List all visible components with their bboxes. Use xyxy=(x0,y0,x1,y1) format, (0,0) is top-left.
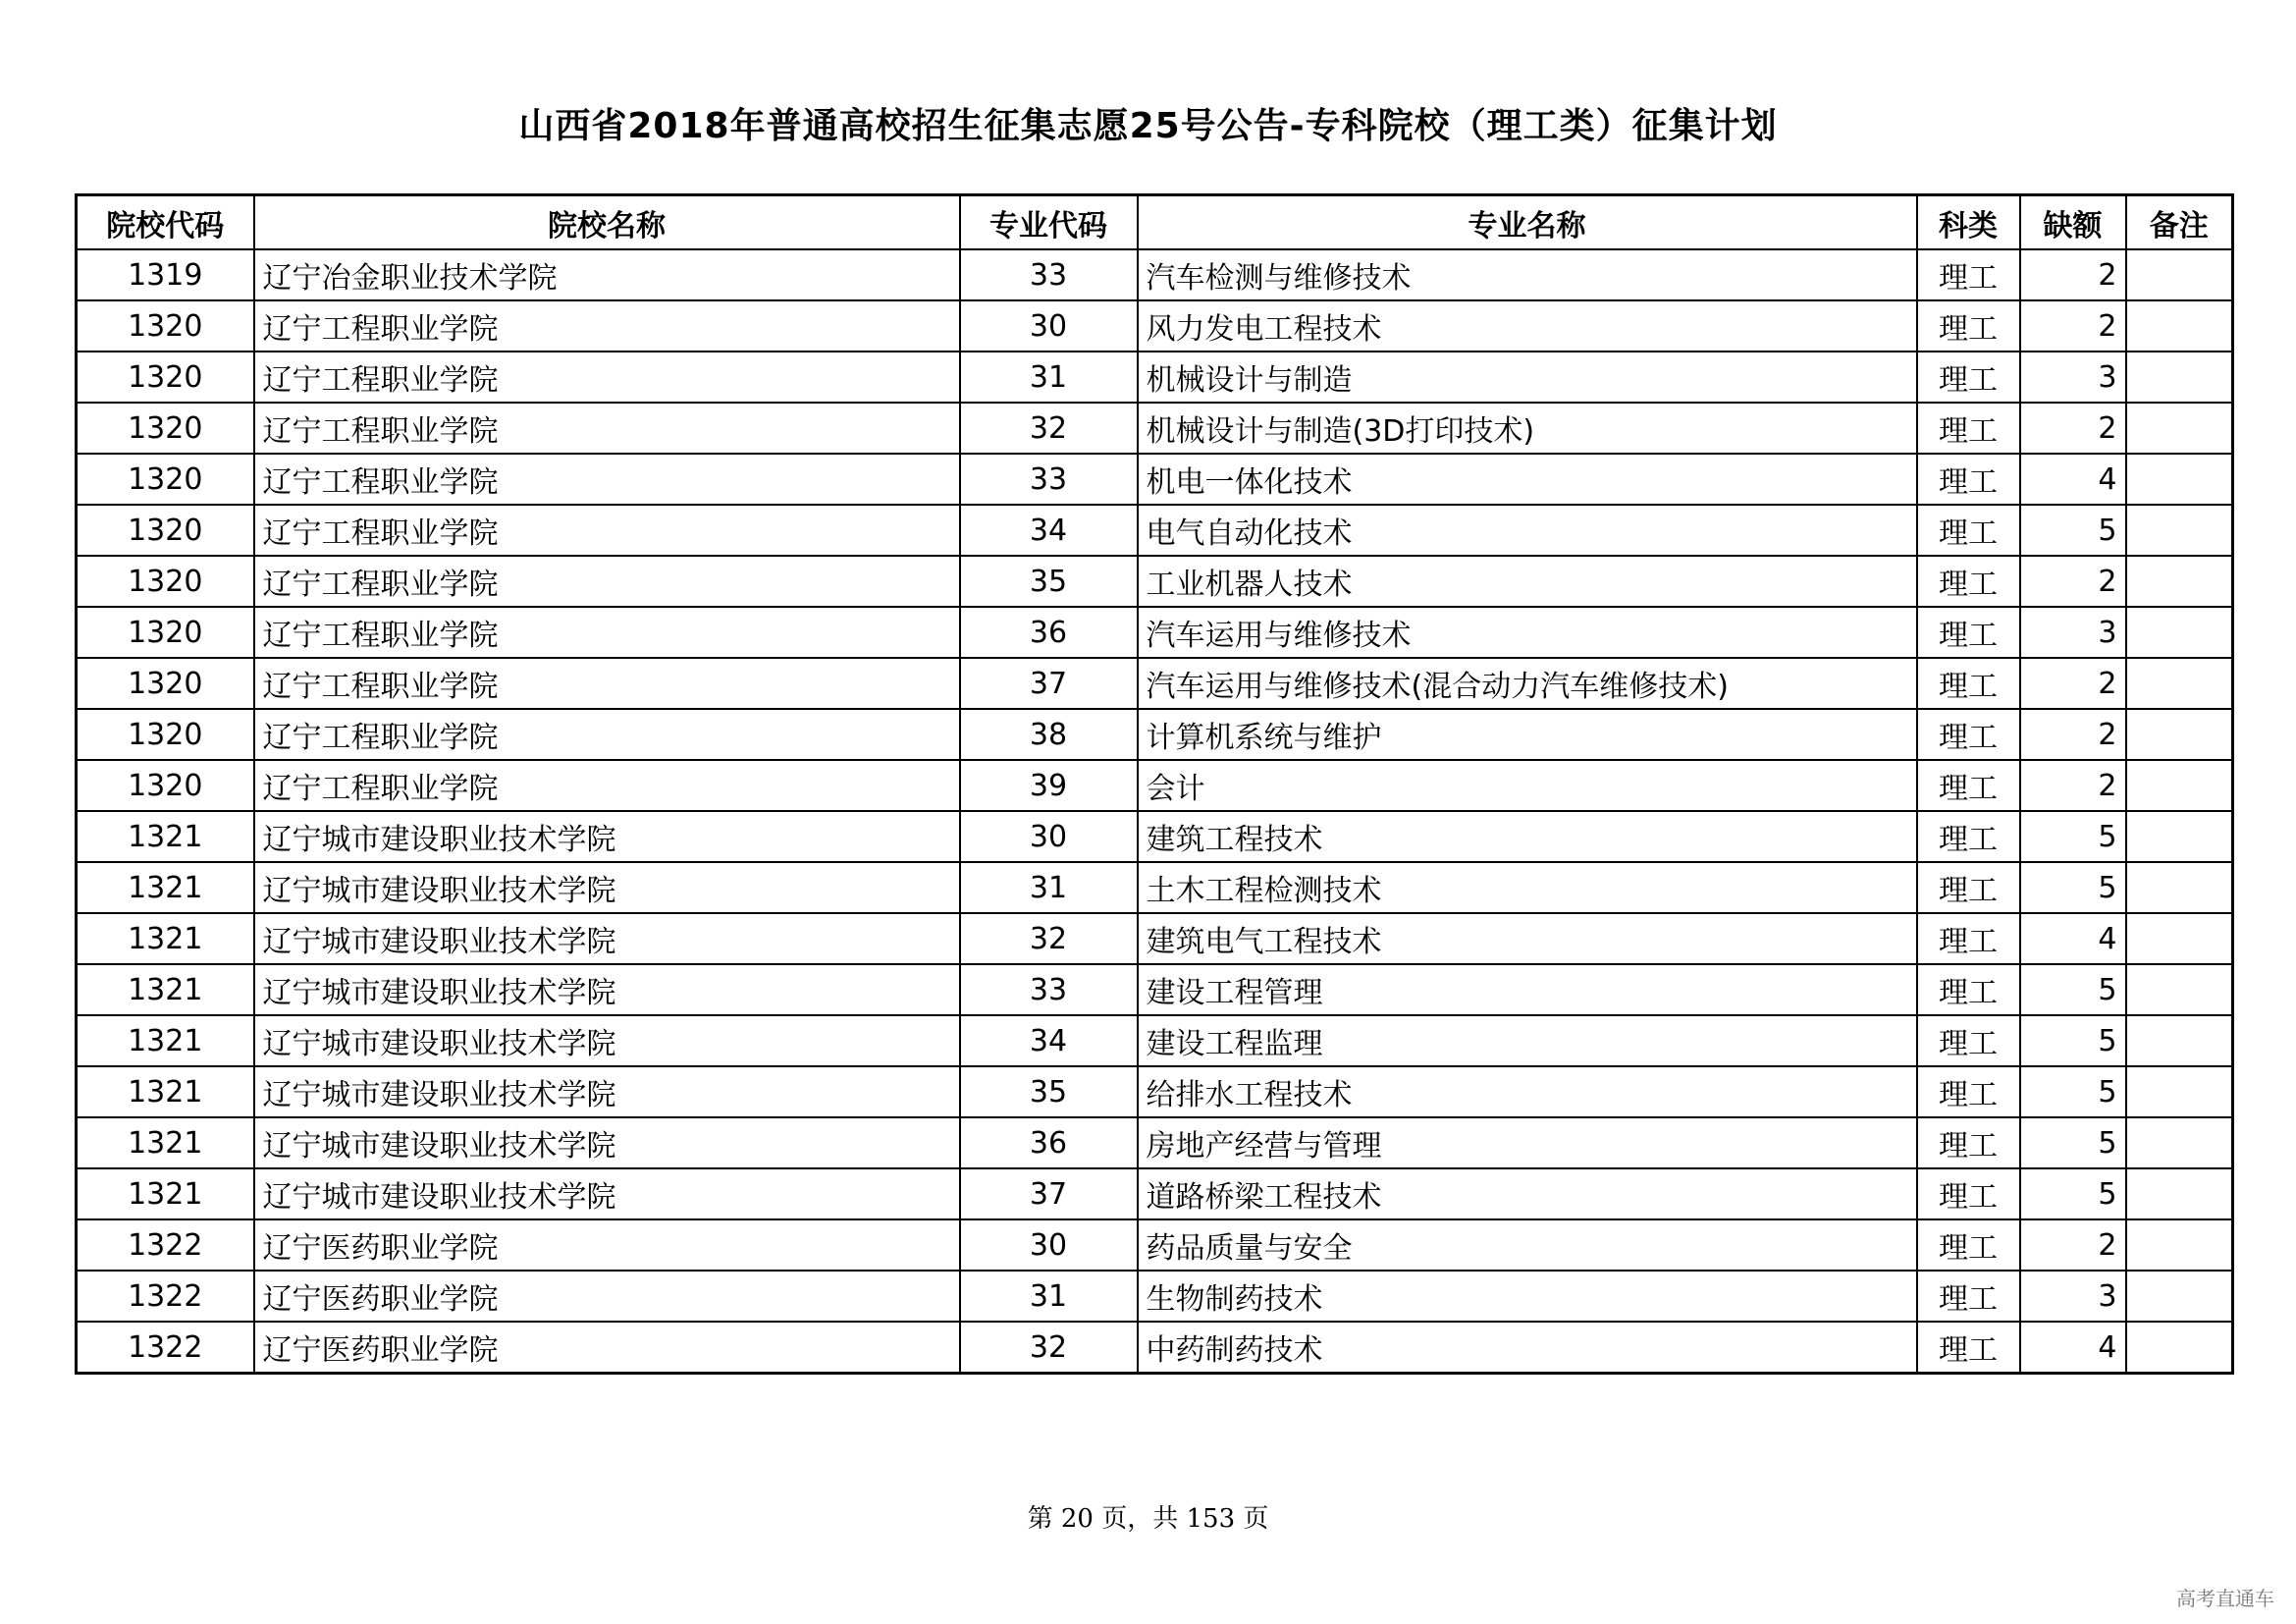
school-name-cell: 辽宁工程职业学院 xyxy=(254,709,960,760)
vacancies-cell: 2 xyxy=(2020,1219,2126,1271)
table-row xyxy=(77,811,2233,862)
remarks-cell xyxy=(2126,300,2233,352)
vacancies-cell: 2 xyxy=(2020,249,2126,300)
major-code-cell: 32 xyxy=(960,403,1138,454)
vacancies-cell: 5 xyxy=(2020,505,2126,556)
remarks-cell xyxy=(2126,658,2233,709)
col-header-remarks: 备注 xyxy=(2126,195,2233,250)
remarks-cell xyxy=(2126,352,2233,403)
vacancies-cell: 5 xyxy=(2020,1117,2126,1168)
vacancies-cell: 3 xyxy=(2020,607,2126,658)
major-name-cell: 生物制药技术 xyxy=(1138,1271,1917,1322)
category-cell: 理工 xyxy=(1917,1219,2020,1271)
school-name-cell: 辽宁城市建设职业技术学院 xyxy=(254,1066,960,1117)
table-row xyxy=(77,964,2233,1015)
vacancies-cell: 2 xyxy=(2020,760,2126,811)
major-code-cell: 37 xyxy=(960,1168,1138,1219)
remarks-cell xyxy=(2126,709,2233,760)
school-name-cell: 辽宁冶金职业技术学院 xyxy=(254,249,960,300)
school-code-cell: 1321 xyxy=(77,1015,254,1066)
major-code-cell: 36 xyxy=(960,1117,1138,1168)
table-row xyxy=(77,352,2233,403)
col-header-school-name: 院校名称 xyxy=(254,195,960,250)
school-name-cell: 辽宁工程职业学院 xyxy=(254,556,960,607)
category-cell: 理工 xyxy=(1917,1168,2020,1219)
school-code-cell: 1321 xyxy=(77,964,254,1015)
category-cell: 理工 xyxy=(1917,964,2020,1015)
remarks-cell xyxy=(2126,1219,2233,1271)
school-name-cell: 辽宁城市建设职业技术学院 xyxy=(254,811,960,862)
table-body xyxy=(77,249,2233,1374)
school-name-cell: 辽宁城市建设职业技术学院 xyxy=(254,964,960,1015)
major-code-cell: 33 xyxy=(960,454,1138,505)
category-cell: 理工 xyxy=(1917,1322,2020,1374)
category-cell: 理工 xyxy=(1917,811,2020,862)
category-cell: 理工 xyxy=(1917,1117,2020,1168)
vacancies-cell: 3 xyxy=(2020,352,2126,403)
category-cell: 理工 xyxy=(1917,862,2020,913)
major-code-cell: 31 xyxy=(960,1271,1138,1322)
vacancies-cell: 4 xyxy=(2020,1322,2126,1374)
major-code-cell: 36 xyxy=(960,607,1138,658)
table-row xyxy=(77,454,2233,505)
school-name-cell: 辽宁工程职业学院 xyxy=(254,505,960,556)
table-row xyxy=(77,607,2233,658)
school-name-cell: 辽宁城市建设职业技术学院 xyxy=(254,1117,960,1168)
major-code-cell: 35 xyxy=(960,556,1138,607)
major-name-cell: 工业机器人技术 xyxy=(1138,556,1917,607)
category-cell: 理工 xyxy=(1917,1066,2020,1117)
category-cell: 理工 xyxy=(1917,658,2020,709)
major-code-cell: 35 xyxy=(960,1066,1138,1117)
school-name-cell: 辽宁工程职业学院 xyxy=(254,454,960,505)
school-name-cell: 辽宁工程职业学院 xyxy=(254,300,960,352)
remarks-cell xyxy=(2126,1117,2233,1168)
category-cell: 理工 xyxy=(1917,300,2020,352)
remarks-cell xyxy=(2126,760,2233,811)
major-code-cell: 32 xyxy=(960,913,1138,964)
vacancies-cell: 5 xyxy=(2020,964,2126,1015)
table-row xyxy=(77,1168,2233,1219)
vacancies-cell: 2 xyxy=(2020,709,2126,760)
school-code-cell: 1322 xyxy=(77,1271,254,1322)
school-name-cell: 辽宁工程职业学院 xyxy=(254,403,960,454)
vacancies-cell: 4 xyxy=(2020,454,2126,505)
remarks-cell xyxy=(2126,556,2233,607)
school-code-cell: 1320 xyxy=(77,607,254,658)
school-name-cell: 辽宁工程职业学院 xyxy=(254,607,960,658)
major-name-cell: 土木工程检测技术 xyxy=(1138,862,1917,913)
vacancies-cell: 5 xyxy=(2020,1015,2126,1066)
remarks-cell xyxy=(2126,1168,2233,1219)
remarks-cell xyxy=(2126,607,2233,658)
major-name-cell: 药品质量与安全 xyxy=(1138,1219,1917,1271)
school-code-cell: 1320 xyxy=(77,505,254,556)
school-code-cell: 1320 xyxy=(77,760,254,811)
major-name-cell: 建筑工程技术 xyxy=(1138,811,1917,862)
remarks-cell xyxy=(2126,505,2233,556)
school-code-cell: 1321 xyxy=(77,811,254,862)
vacancies-cell: 2 xyxy=(2020,403,2126,454)
school-name-cell: 辽宁城市建设职业技术学院 xyxy=(254,862,960,913)
table-row xyxy=(77,300,2233,352)
category-cell: 理工 xyxy=(1917,1271,2020,1322)
school-code-cell: 1320 xyxy=(77,658,254,709)
school-code-cell: 1321 xyxy=(77,1168,254,1219)
major-code-cell: 31 xyxy=(960,862,1138,913)
school-code-cell: 1321 xyxy=(77,913,254,964)
school-code-cell: 1322 xyxy=(77,1219,254,1271)
vacancies-cell: 4 xyxy=(2020,913,2126,964)
school-code-cell: 1320 xyxy=(77,454,254,505)
col-header-school-code: 院校代码 xyxy=(77,195,254,250)
school-name-cell: 辽宁城市建设职业技术学院 xyxy=(254,913,960,964)
major-code-cell: 34 xyxy=(960,505,1138,556)
vacancies-cell: 5 xyxy=(2020,1066,2126,1117)
table-row xyxy=(77,403,2233,454)
table-row xyxy=(77,249,2233,300)
major-code-cell: 33 xyxy=(960,964,1138,1015)
col-header-major-code: 专业代码 xyxy=(960,195,1138,250)
watermark-text: 高考直通车 xyxy=(2176,1587,2274,1610)
school-code-cell: 1319 xyxy=(77,249,254,300)
school-name-cell: 辽宁工程职业学院 xyxy=(254,760,960,811)
category-cell: 理工 xyxy=(1917,913,2020,964)
school-code-cell: 1321 xyxy=(77,1066,254,1117)
table-row xyxy=(77,556,2233,607)
col-header-major-name: 专业名称 xyxy=(1138,195,1917,250)
major-code-cell: 39 xyxy=(960,760,1138,811)
remarks-cell xyxy=(2126,1271,2233,1322)
vacancies-cell: 5 xyxy=(2020,811,2126,862)
major-name-cell: 电气自动化技术 xyxy=(1138,505,1917,556)
category-cell: 理工 xyxy=(1917,709,2020,760)
table-row xyxy=(77,505,2233,556)
school-code-cell: 1321 xyxy=(77,1117,254,1168)
category-cell: 理工 xyxy=(1917,505,2020,556)
table-row xyxy=(77,1015,2233,1066)
vacancies-cell: 2 xyxy=(2020,556,2126,607)
school-name-cell: 辽宁医药职业学院 xyxy=(254,1322,960,1374)
remarks-cell xyxy=(2126,403,2233,454)
remarks-cell xyxy=(2126,913,2233,964)
major-code-cell: 31 xyxy=(960,352,1138,403)
major-name-cell: 汽车运用与维修技术(混合动力汽车维修技术) xyxy=(1138,658,1917,709)
major-name-cell: 风力发电工程技术 xyxy=(1138,300,1917,352)
vacancies-cell: 5 xyxy=(2020,862,2126,913)
school-code-cell: 1320 xyxy=(77,709,254,760)
table-row xyxy=(77,1322,2233,1374)
category-cell: 理工 xyxy=(1917,249,2020,300)
table-row xyxy=(77,1271,2233,1322)
table-row xyxy=(77,913,2233,964)
school-code-cell: 1320 xyxy=(77,403,254,454)
category-cell: 理工 xyxy=(1917,454,2020,505)
remarks-cell xyxy=(2126,454,2233,505)
remarks-cell xyxy=(2126,1066,2233,1117)
remarks-cell xyxy=(2126,964,2233,1015)
school-name-cell: 辽宁工程职业学院 xyxy=(254,658,960,709)
major-name-cell: 汽车运用与维修技术 xyxy=(1138,607,1917,658)
remarks-cell xyxy=(2126,862,2233,913)
enrollment-table xyxy=(75,193,2234,1375)
major-code-cell: 37 xyxy=(960,658,1138,709)
major-name-cell: 汽车检测与维修技术 xyxy=(1138,249,1917,300)
remarks-cell xyxy=(2126,811,2233,862)
major-code-cell: 34 xyxy=(960,1015,1138,1066)
page-footer: 第 20 页，共 153 页 xyxy=(1027,1504,1269,1534)
school-code-cell: 1322 xyxy=(77,1322,254,1374)
page-title: 山西省2018年普通高校招生征集志愿25号公告-专科院校（理工类）征集计划 xyxy=(518,106,1778,146)
col-header-category: 科类 xyxy=(1917,195,2020,250)
school-code-cell: 1320 xyxy=(77,300,254,352)
table-row xyxy=(77,760,2233,811)
category-cell: 理工 xyxy=(1917,556,2020,607)
school-code-cell: 1320 xyxy=(77,352,254,403)
category-cell: 理工 xyxy=(1917,1015,2020,1066)
school-name-cell: 辽宁城市建设职业技术学院 xyxy=(254,1015,960,1066)
school-name-cell: 辽宁工程职业学院 xyxy=(254,352,960,403)
major-code-cell: 30 xyxy=(960,300,1138,352)
vacancies-cell: 3 xyxy=(2020,1271,2126,1322)
major-name-cell: 给排水工程技术 xyxy=(1138,1066,1917,1117)
major-code-cell: 33 xyxy=(960,249,1138,300)
school-name-cell: 辽宁医药职业学院 xyxy=(254,1271,960,1322)
category-cell: 理工 xyxy=(1917,352,2020,403)
school-code-cell: 1321 xyxy=(77,862,254,913)
table-row xyxy=(77,709,2233,760)
vacancies-cell: 5 xyxy=(2020,1168,2126,1219)
major-code-cell: 32 xyxy=(960,1322,1138,1374)
major-name-cell: 房地产经营与管理 xyxy=(1138,1117,1917,1168)
table-row xyxy=(77,1117,2233,1168)
table-row xyxy=(77,658,2233,709)
table-row xyxy=(77,1219,2233,1271)
major-name-cell: 中药制药技术 xyxy=(1138,1322,1917,1374)
vacancies-cell: 2 xyxy=(2020,300,2126,352)
major-name-cell: 机电一体化技术 xyxy=(1138,454,1917,505)
major-name-cell: 机械设计与制造(3D打印技术) xyxy=(1138,403,1917,454)
major-name-cell: 道路桥梁工程技术 xyxy=(1138,1168,1917,1219)
major-name-cell: 计算机系统与维护 xyxy=(1138,709,1917,760)
table-header-row xyxy=(77,195,2233,250)
major-code-cell: 38 xyxy=(960,709,1138,760)
major-name-cell: 建设工程监理 xyxy=(1138,1015,1917,1066)
category-cell: 理工 xyxy=(1917,760,2020,811)
major-name-cell: 建设工程管理 xyxy=(1138,964,1917,1015)
remarks-cell xyxy=(2126,1322,2233,1374)
school-name-cell: 辽宁医药职业学院 xyxy=(254,1219,960,1271)
table-row xyxy=(77,862,2233,913)
school-name-cell: 辽宁城市建设职业技术学院 xyxy=(254,1168,960,1219)
category-cell: 理工 xyxy=(1917,403,2020,454)
major-name-cell: 建筑电气工程技术 xyxy=(1138,913,1917,964)
major-name-cell: 会计 xyxy=(1138,760,1917,811)
col-header-vacancies: 缺额 xyxy=(2020,195,2126,250)
vacancies-cell: 2 xyxy=(2020,658,2126,709)
major-code-cell: 30 xyxy=(960,811,1138,862)
school-code-cell: 1320 xyxy=(77,556,254,607)
category-cell: 理工 xyxy=(1917,607,2020,658)
remarks-cell xyxy=(2126,1015,2233,1066)
major-name-cell: 机械设计与制造 xyxy=(1138,352,1917,403)
major-code-cell: 30 xyxy=(960,1219,1138,1271)
remarks-cell xyxy=(2126,249,2233,300)
table-row xyxy=(77,1066,2233,1117)
